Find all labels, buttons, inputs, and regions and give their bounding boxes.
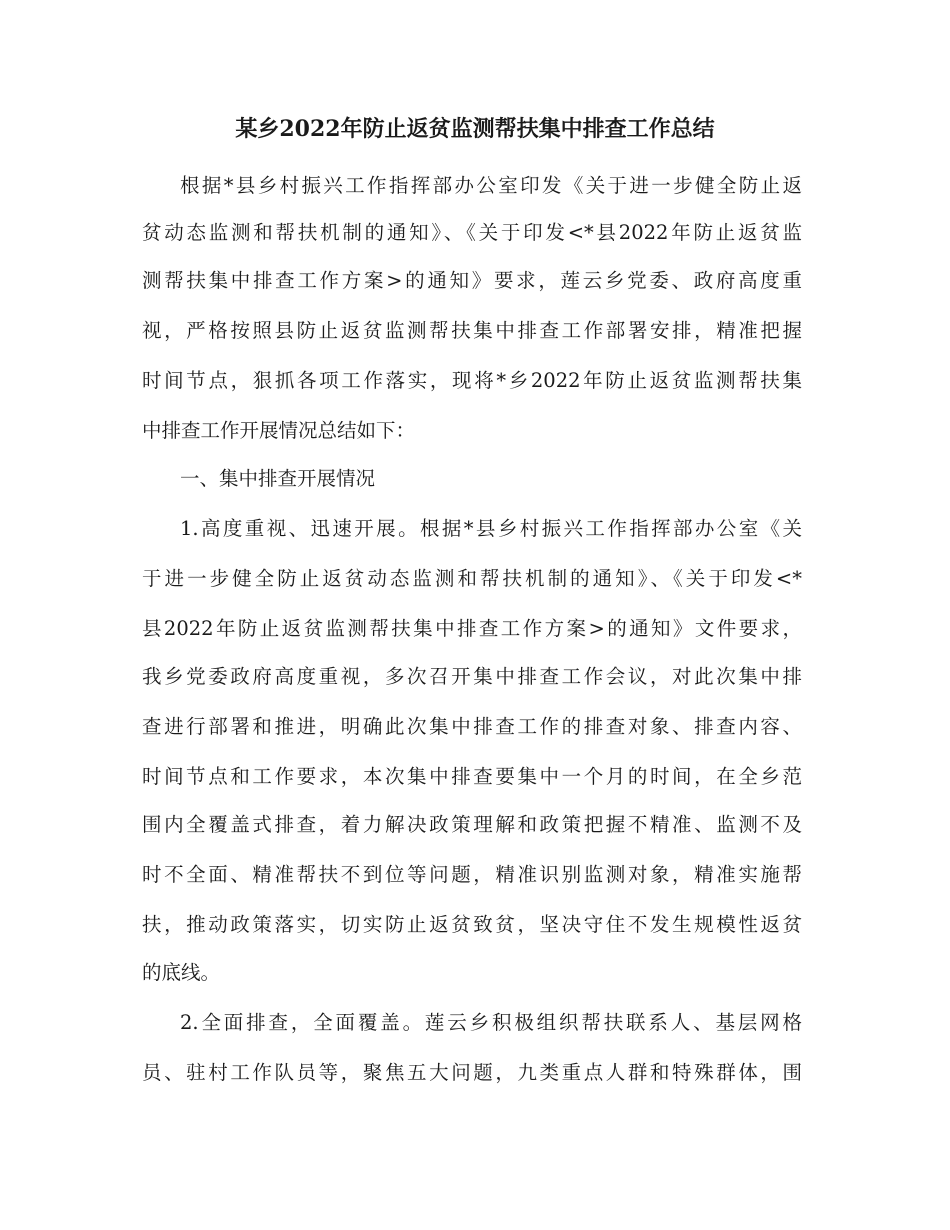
paragraph-line: 时间节点，狠抓各项工作落实，现将*乡2022年防止返贫监测帮扶集: [142, 369, 802, 392]
paragraph-line: 贫动态监测和帮扶机制的通知》、《关于印发<*县2022年防止返贫监: [142, 221, 802, 244]
paragraph-line: 县2022年防止返贫监测帮扶集中排查工作方案>的通知》文件要求，: [142, 617, 802, 640]
paragraph-line: 根据*县乡村振兴工作指挥部办公室印发《关于进一步健全防止返: [180, 174, 802, 197]
paragraph-line: 扶，推动政策落实，切实防止返贫致贫，坚决守住不发生规模性返贫: [142, 913, 802, 936]
paragraph-line: 查进行部署和推进，明确此次集中排查工作的排查对象、排查内容、: [142, 715, 802, 738]
paragraph-line: 时不全面、精准帮扶不到位等问题，精准识别监测对象，精准实施帮: [142, 863, 802, 886]
paragraph-line: 2.全面排查，全面覆盖。莲云乡积极组织帮扶联系人、基层网格: [180, 1011, 802, 1034]
paragraph-line: 员、驻村工作队员等，聚焦五大问题，九类重点人群和特殊群体，围: [142, 1061, 802, 1084]
paragraph-line: 1.高度重视、迅速开展。根据*县乡村振兴工作指挥部办公室《关: [180, 517, 802, 540]
paragraph-line: 时间节点和工作要求，本次集中排查要集中一个月的时间，在全乡范: [142, 765, 802, 788]
document-title: 某乡2022年防止返贫监测帮扶集中排查工作总结: [235, 116, 715, 142]
paragraph-line: 视，严格按照县防止返贫监测帮扶集中排查工作部署安排，精准把握: [142, 319, 802, 342]
paragraph-line: 我乡党委政府高度重视，多次召开集中排查工作会议，对此次集中排: [142, 665, 802, 688]
paragraph-line: 围内全覆盖式排查，着力解决政策理解和政策把握不精准、监测不及: [142, 813, 802, 836]
paragraph-line: 测帮扶集中排查工作方案>的通知》要求，莲云乡党委、政府高度重: [142, 269, 802, 292]
section-heading: 一、集中排查开展情况: [180, 467, 376, 490]
paragraph-line: 中排查工作开展情况总结如下：: [142, 419, 416, 442]
paragraph-line: 的底线。: [142, 961, 221, 984]
paragraph-line: 于进一步健全防止返贫动态监测和帮扶机制的通知》、《关于印发<*: [142, 567, 802, 590]
